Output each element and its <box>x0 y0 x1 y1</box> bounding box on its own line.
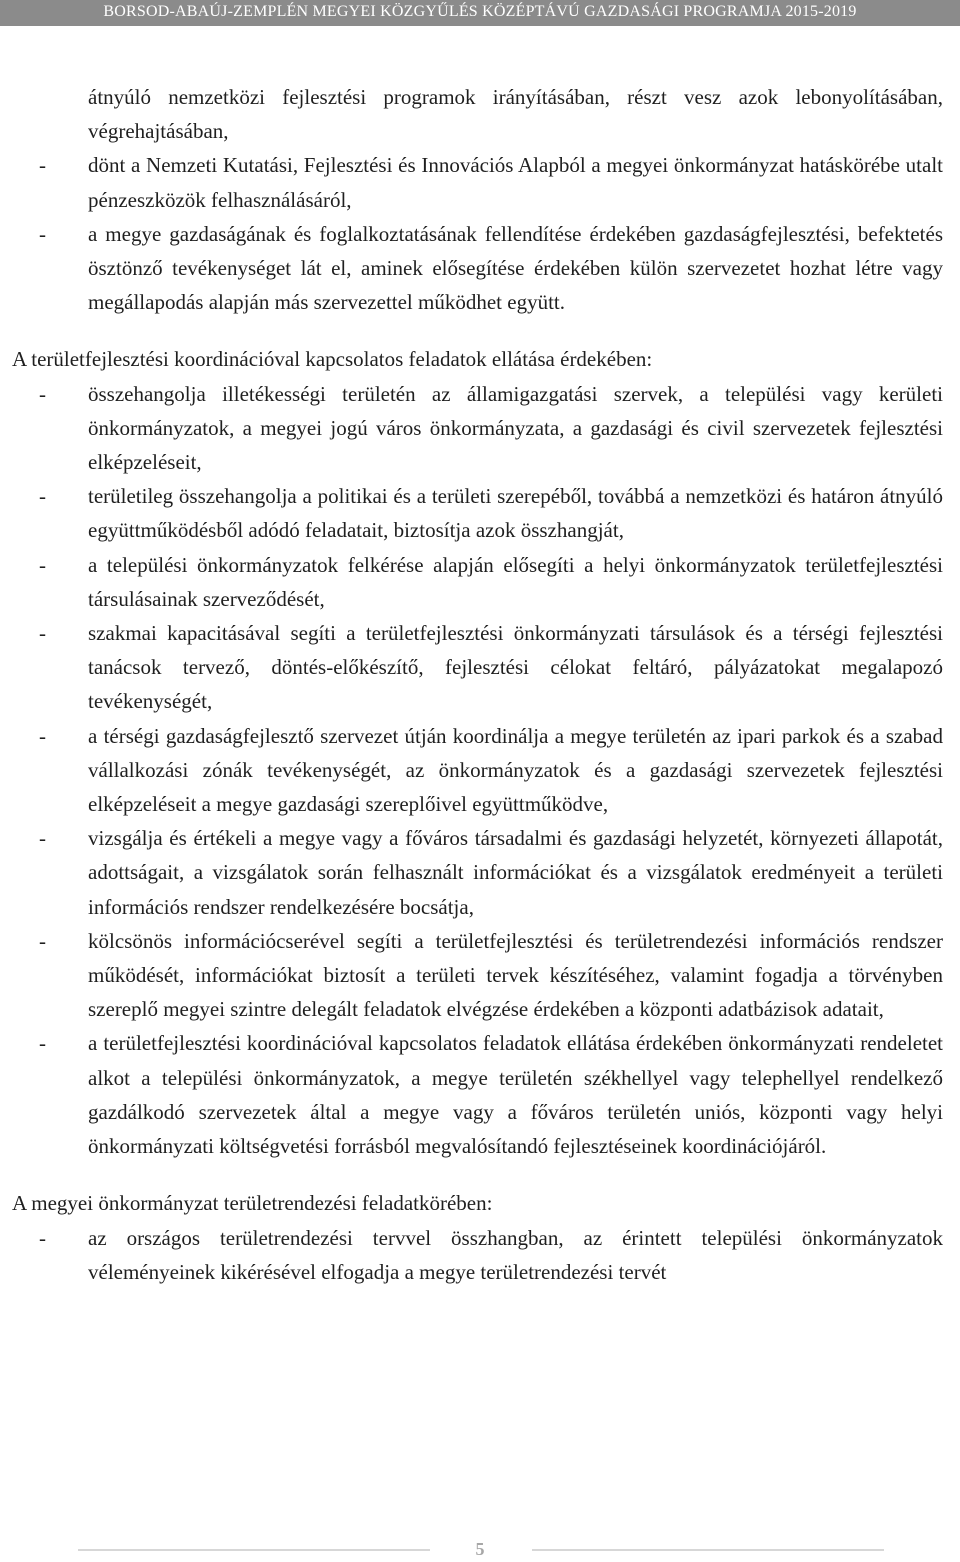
list-item-text: a térségi gazdaságfejlesztő szervezet útján koordinálja a megye területén az ipari parkok és a szabad vállalkozási zónák tevékenységét, az önkormányzatok és a gazdasági szervezetek fejlesztési elképzeléseit a megye gazdasági szereplőivel együttműködve, <box>88 723 943 817</box>
list-item-text: vizsgálja és értékeli a megye vagy a főváros társadalmi és gazdasági helyzetét, környezeti állapotát, adottságait, a vizsgálatok során felhasznált információkat és a vizsgálatok eredményeit a területi információs rendszer rendelkezésére bocsátja, <box>88 826 943 919</box>
footer-divider-left <box>78 1549 430 1551</box>
list-dash: - <box>39 221 46 246</box>
list-dash: - <box>39 552 46 577</box>
list-item-text: a megye gazdaságának és foglalkoztatásának fellendítése érdekében gazdaságfejlesztési, befektetés ösztönző tevékenységet lát el, aminek elősegítése érdekében külön szervezetet hozhat létre vagy megállapodás alapján más szervezettel működhet együtt. <box>88 221 943 315</box>
section-coordination <box>0 342 960 1163</box>
list-item <box>0 1221 960 1289</box>
list-item-continued <box>0 80 960 148</box>
list-item <box>0 821 960 924</box>
list-dash: - <box>39 928 46 953</box>
list-item-text: az országos területrendezési tervvel összhangban, az érintett települési önkormányzatok véleményeinek kikérésével elfogadja a megye területrendezési tervét <box>88 1225 943 1284</box>
list-item-text: kölcsönös információcserével segíti a területfejlesztési és területrendezési információs rendszer működését, információkat biztosít a területi tervek készítéséhez, valamint fogadja a törvényben szereplő megyei szintre delegált feladatok elvégzése érdekében a központi adatbázisok adatait, <box>88 928 943 1022</box>
list-item <box>0 616 960 719</box>
list-item-text: szakmai kapacitásával segíti a területfejlesztési önkormányzati társulások és a térségi fejlesztési tanácsok tervező, döntés-előkészítő, fejlesztési célokat feltáró, pályázatokat megalapozó tevékenységét, <box>88 621 943 714</box>
list-item <box>0 217 960 320</box>
footer-divider-right <box>532 1549 884 1551</box>
section-spatial-planning <box>0 1186 960 1289</box>
list-item-text: dönt a Nemzeti Kutatási, Fejlesztési és Innovációs Alapból a megyei önkormányzat hatáskörébe utalt pénzeszközök felhasználásáról, <box>88 153 943 212</box>
list-dash: - <box>39 723 46 748</box>
list-item-text: átnyúló nemzetközi fejlesztési programok irányításában, részt vesz azok lebonyolításában, végrehajtásában, <box>88 85 943 144</box>
list-item <box>0 548 960 616</box>
page-number: 5 <box>475 1539 485 1559</box>
section-heading: A megyei önkormányzat területrendezési feladatkörében: <box>12 1191 493 1216</box>
list-item-text: területileg összehangolja a politikai és a területi szerepéből, továbbá a nemzetközi és határon átnyúló együttműködésből adódó feladatait, biztosítja azok összhangját, <box>88 484 943 543</box>
list-dash: - <box>39 1031 46 1056</box>
list-dash: - <box>39 153 46 178</box>
list-dash: - <box>39 484 46 509</box>
list-dash: - <box>39 1225 46 1250</box>
list-dash: - <box>39 621 46 646</box>
list-item <box>0 377 960 480</box>
list-item-text: a települési önkormányzatok felkérése alapján elősegíti a helyi önkormányzatok területfejlesztési társulásainak szerveződését, <box>88 552 943 611</box>
list-dash: - <box>39 381 46 406</box>
list-item <box>0 148 960 216</box>
list-dash: - <box>39 826 46 851</box>
list-item-text: összehangolja illetékességi területén az államigazgatási szervek, a települési vagy kerületi önkormányzatok, a megyei jogú város önkormányzata, a gazdasági és civil szervezetek fejlesztési elképzeléseit, <box>88 381 943 475</box>
list-item <box>0 924 960 1027</box>
list-item <box>0 479 960 547</box>
header-band <box>0 0 960 26</box>
page-content <box>0 80 960 1289</box>
list-item-text: a területfejlesztési koordinációval kapcsolatos feladatok ellátása érdekében önkormányzati rendeletet alkot a települési önkormányzatok, a megye területén székhellyel vagy telephellyel rendelkező gazdálkodó szervezetek által a megye vagy a főváros területén uniós, központi vagy helyi önkormányzati költségvetési forrásból megvalósítandó fejlesztéseinek koordinációjáról. <box>88 1031 943 1159</box>
list-item <box>0 1026 960 1163</box>
section-heading: A területfejlesztési koordinációval kapcsolatos feladatok ellátása érdekében: <box>12 347 653 372</box>
document-header-title: BORSOD-ABAÚJ-ZEMPLÉN MEGYEI KÖZGYŰLÉS KÖZÉPTÁVÚ GAZDASÁGI PROGRAMJA 2015-2019 <box>103 3 857 20</box>
list-item <box>0 719 960 822</box>
